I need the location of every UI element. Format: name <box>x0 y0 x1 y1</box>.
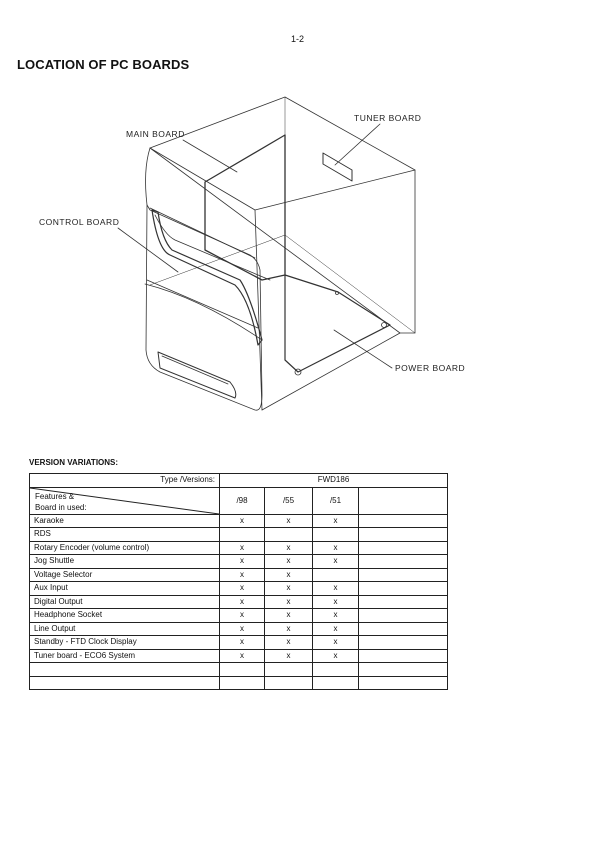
table-row: Voltage Selector x x <box>30 568 448 582</box>
version-98: /98 <box>220 487 265 514</box>
page-title: LOCATION OF PC BOARDS <box>17 57 190 72</box>
table-row <box>30 663 448 677</box>
table-row: Jog Shuttle x x x <box>30 555 448 569</box>
table-row: Headphone Socket x x x <box>30 609 448 623</box>
table-row <box>30 676 448 690</box>
page-number: 1-2 <box>290 34 304 44</box>
label-main-board: MAIN BOARD <box>126 129 185 139</box>
label-control-board: CONTROL BOARD <box>39 217 120 227</box>
tuner-board <box>323 153 352 181</box>
leader-tuner-board <box>335 124 380 165</box>
table-row: RDS <box>30 528 448 542</box>
model-name: FWD186 <box>220 474 448 488</box>
pc-board-location-diagram <box>0 80 595 440</box>
type-versions-label: Type /Versions: <box>30 474 220 488</box>
version-variations-table <box>29 473 448 690</box>
power-board <box>285 275 390 372</box>
cabinet-back-outline <box>150 97 415 333</box>
leader-control-board <box>118 228 178 272</box>
features-label: Features & Board in used: <box>35 491 87 512</box>
version-55: /55 <box>265 487 313 514</box>
table-row: Aux Input x x x <box>30 582 448 596</box>
control-board <box>152 210 262 345</box>
table-subheader-row <box>30 487 448 514</box>
table-row: Standby - FTD Clock Display x x x <box>30 636 448 650</box>
version-51: /51 <box>313 487 359 514</box>
table-row: Tuner board - ECO6 System x x x <box>30 649 448 663</box>
table-row: Rotary Encoder (volume control) x x x <box>30 541 448 555</box>
table-row: Line Output x x x <box>30 622 448 636</box>
label-power-board: POWER BOARD <box>395 363 466 373</box>
section-title: VERSION VARIATIONS: <box>29 458 119 467</box>
table-row: Karaoke x x x <box>30 514 448 528</box>
table-header-row <box>30 474 448 488</box>
table-row: Digital Output x x x <box>30 595 448 609</box>
main-board <box>205 135 285 280</box>
leader-main-board <box>183 140 237 172</box>
features-header-cell <box>30 487 220 514</box>
label-tuner-board: TUNER BOARD <box>354 113 422 123</box>
version-blank <box>359 487 448 514</box>
